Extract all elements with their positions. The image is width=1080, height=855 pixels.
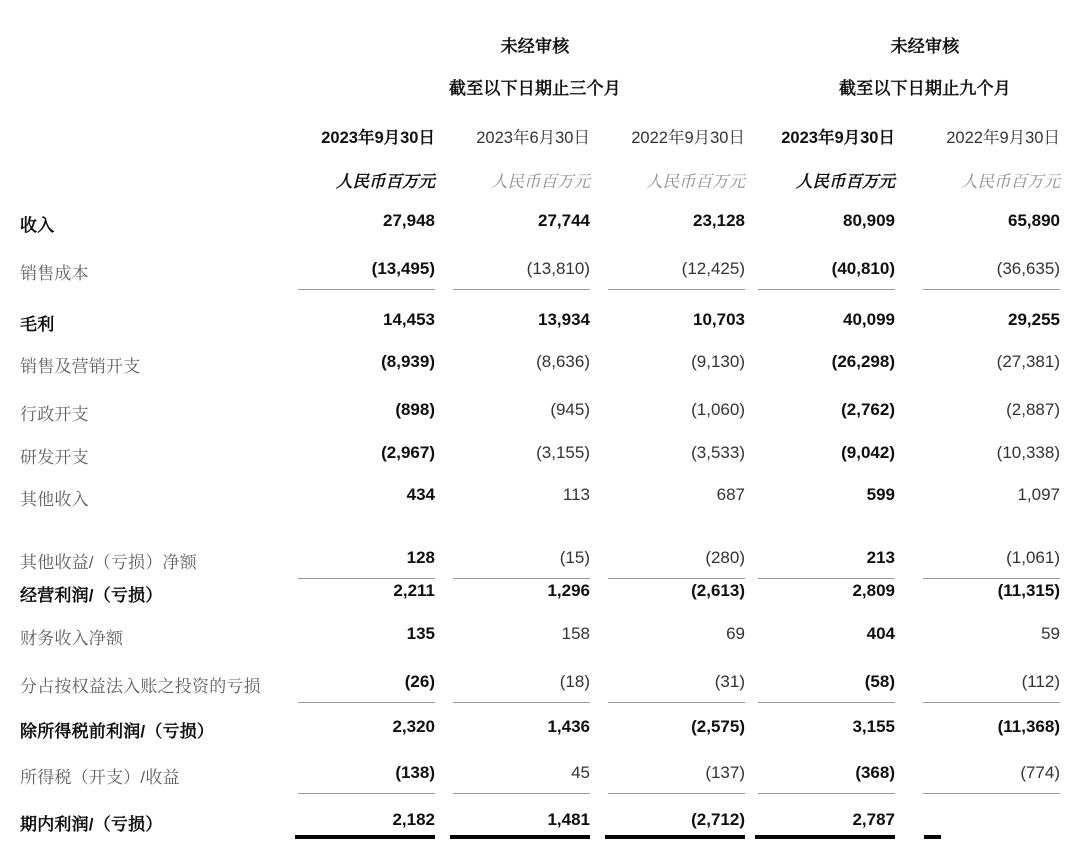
table-cell: 113: [562, 485, 590, 504]
table-cell: (13,495): [371, 259, 435, 278]
table-cell: (12,425): [681, 259, 745, 278]
column-header-date-3: 2022年9月30日: [631, 129, 745, 147]
table-cell: 135: [406, 624, 435, 643]
row-label: 销售及营销开支: [20, 357, 141, 376]
table-cell: (138): [395, 763, 435, 782]
table-cell: (774): [1020, 763, 1060, 782]
table-cell: (368): [855, 763, 895, 782]
table-cell: 40,099: [843, 310, 895, 329]
closing-double-rule: [605, 835, 745, 839]
group-header-period-three-months: 截至以下日期止三个月: [449, 79, 621, 98]
table-cell: (26): [404, 672, 435, 691]
table-cell: 3,155: [852, 717, 895, 736]
table-cell: (9,042): [841, 443, 895, 462]
table-cell: 45: [571, 763, 590, 782]
row-label: 行政开支: [20, 405, 89, 424]
row-label: 除所得税前利润/（亏损）: [20, 722, 215, 741]
table-cell: (1,061): [1006, 548, 1060, 567]
table-cell: (137): [705, 763, 745, 782]
row-label: 销售成本: [20, 264, 89, 283]
row-label: 毛利: [20, 315, 55, 334]
column-header-date-1: 2023年9月30日: [321, 129, 435, 147]
table-cell: (58): [864, 672, 895, 691]
table-cell: (280): [705, 548, 745, 567]
table-cell: (40,810): [831, 259, 895, 278]
table-cell: (2,575): [691, 717, 745, 736]
table-cell: 158: [561, 624, 590, 643]
row-label: 所得税（开支）/收益: [20, 768, 180, 787]
subtotal-rule: [453, 702, 590, 703]
table-cell: (8,636): [536, 352, 590, 371]
subtotal-rule: [758, 793, 895, 794]
table-cell: 1,436: [547, 717, 590, 736]
row-label: 分占按权益法入账之投资的亏损: [20, 677, 261, 696]
table-cell: 80,909: [843, 211, 895, 230]
column-header-date-4: 2023年9月30日: [781, 129, 895, 147]
table-cell: 434: [406, 485, 435, 504]
table-cell: 29,255: [1008, 310, 1060, 329]
row-label: 其他收入: [20, 490, 89, 509]
subtotal-rule: [758, 578, 895, 579]
table-cell: (2,762): [841, 400, 895, 419]
table-cell: 27,948: [383, 211, 435, 230]
subtotal-rule: [608, 578, 745, 579]
row-label: 期内利润/（亏损）: [20, 815, 163, 834]
table-cell: 2,182: [392, 810, 435, 829]
table-cell: (36,635): [996, 259, 1060, 278]
subtotal-rule: [923, 702, 1060, 703]
closing-double-rule: [295, 835, 435, 839]
table-cell: (112): [1021, 672, 1060, 691]
table-cell: 23,128: [693, 211, 745, 230]
row-label: 收入: [20, 216, 55, 235]
table-cell: 65,890: [1008, 211, 1060, 230]
table-cell: (15): [559, 548, 590, 567]
column-header-date-5: 2022年9月30日: [946, 129, 1060, 147]
table-cell: 14,453: [383, 310, 435, 329]
table-cell: 1,481: [547, 810, 590, 829]
table-cell: 59: [1041, 624, 1060, 643]
table-cell: 2,809: [852, 581, 895, 600]
subtotal-rule: [453, 578, 590, 579]
table-cell: (27,381): [996, 352, 1060, 371]
subtotal-rule: [298, 702, 435, 703]
table-cell: 2,320: [392, 717, 435, 736]
table-cell: 128: [406, 548, 435, 567]
table-cell: (10,338): [996, 443, 1060, 462]
subtotal-rule: [758, 702, 895, 703]
row-label: 财务收入净额: [20, 629, 124, 648]
table-cell: 687: [716, 485, 745, 504]
row-label: 研发开支: [20, 448, 89, 467]
table-cell: (2,887): [1006, 400, 1060, 419]
closing-double-rule: [924, 835, 941, 839]
subtotal-rule: [758, 289, 895, 290]
row-label: 其他收益/（亏损）净额: [20, 553, 197, 572]
row-label: 经营利润/（亏损）: [20, 586, 163, 605]
table-cell: 213: [866, 548, 895, 567]
table-cell: 2,211: [393, 581, 435, 600]
group-header-audit-status-nine-months: 未经审核: [890, 37, 960, 56]
table-cell: 1,296: [547, 581, 590, 600]
subtotal-rule: [923, 289, 1060, 290]
table-cell: 69: [726, 624, 745, 643]
table-cell: (8,939): [381, 352, 435, 371]
table-cell: (9,130): [691, 352, 745, 371]
table-cell: (898): [395, 400, 435, 419]
group-header-period-nine-months: 截至以下日期止九个月: [839, 79, 1011, 98]
table-cell: (3,533): [691, 443, 745, 462]
table-cell: (26,298): [831, 352, 895, 371]
subtotal-rule: [298, 289, 435, 290]
subtotal-rule: [923, 578, 1060, 579]
table-cell: (1,060): [691, 400, 745, 419]
column-header-currency-5: 人民币百万元: [961, 173, 1060, 191]
table-cell: 599: [866, 485, 895, 504]
subtotal-rule: [298, 793, 435, 794]
table-cell: 10,703: [693, 310, 745, 329]
table-cell: (13,810): [526, 259, 590, 278]
table-cell: (11,368): [997, 717, 1060, 736]
table-cell: (18): [559, 672, 590, 691]
subtotal-rule: [453, 793, 590, 794]
subtotal-rule: [923, 793, 1060, 794]
table-cell: 1,097: [1017, 485, 1060, 504]
subtotal-rule: [453, 289, 590, 290]
table-cell: (31): [714, 672, 745, 691]
closing-double-rule: [755, 835, 895, 839]
column-header-currency-4: 人民币百万元: [796, 173, 895, 191]
subtotal-rule: [608, 289, 745, 290]
table-cell: (2,712): [691, 810, 745, 829]
closing-double-rule: [450, 835, 590, 839]
group-header-audit-status-three-months: 未经审核: [500, 37, 570, 56]
column-header-currency-3: 人民币百万元: [646, 173, 745, 191]
column-header-currency-2: 人民币百万元: [491, 173, 590, 191]
table-cell: (2,613): [691, 581, 745, 600]
table-cell: (3,155): [536, 443, 590, 462]
table-cell: (2,967): [381, 443, 435, 462]
table-cell: 2,787: [852, 810, 895, 829]
subtotal-rule: [608, 793, 745, 794]
column-header-currency-1: 人民币百万元: [336, 173, 435, 191]
subtotal-rule: [608, 702, 745, 703]
table-cell: (945): [550, 400, 590, 419]
table-cell: (11,315): [997, 581, 1060, 600]
column-header-date-2: 2023年6月30日: [476, 129, 590, 147]
table-cell: 404: [866, 624, 895, 643]
subtotal-rule: [298, 578, 435, 579]
table-cell: 27,744: [538, 211, 590, 230]
table-cell: 13,934: [538, 310, 590, 329]
